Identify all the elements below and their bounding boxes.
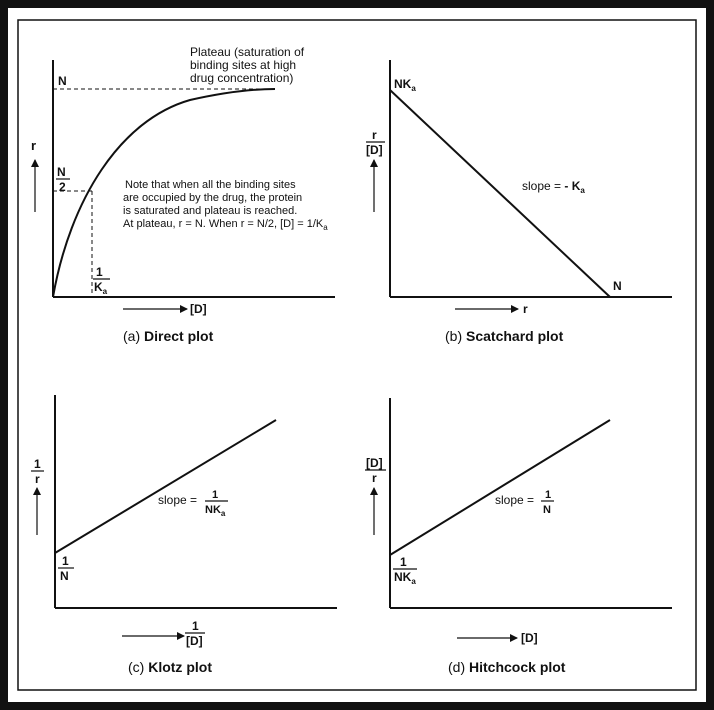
panel-d-intercept-num: 1 [400, 555, 407, 569]
panel-c-intercept-num: 1 [62, 554, 69, 568]
panel-a-note-4: At plateau, r = N. When r = N/2, $[D] = 1/K_a$ [123, 218, 328, 232]
panel-a-n-label: N [58, 74, 67, 88]
panel-b-scatchard-plot [366, 60, 672, 344]
panel-c-y-num: 1 [34, 457, 41, 471]
panel-d-line [390, 420, 610, 555]
panel-d-slope-num: 1 [545, 489, 552, 501]
panel-a-ka-num: 1 [96, 265, 103, 279]
panel-d-caption: (d) Hitchcock plot [448, 659, 566, 675]
panel-a-caption: (a) Direct plot [123, 328, 214, 344]
panel-a-note-2: are occupied by the drug, the protein [123, 192, 303, 204]
panel-b-x-intercept: N [613, 279, 622, 293]
panel-d-y-num: [D] [366, 456, 383, 470]
panel-c-x-den: [D] [186, 634, 203, 648]
panel-b-caption: (b) Scatchard plot [445, 328, 564, 344]
panel-a-plateau-note-2: binding sites at high [190, 58, 297, 72]
panel-a-plateau-note-1: Plateau (saturation of [190, 45, 305, 59]
panel-b-x-label: r [523, 302, 528, 316]
panel-c-intercept-den: N [60, 569, 69, 583]
panel-d-x-label: [D] [521, 631, 538, 645]
panel-c-slope-num: 1 [212, 489, 219, 501]
panel-c-line [55, 420, 276, 553]
panel-c-slope-den: $NK_a$ [205, 504, 226, 518]
panel-c-y-den: r [35, 472, 40, 486]
panel-c-slope-prefix: slope = [158, 493, 198, 507]
panel-b-y-intercept: $NK_a$ [394, 77, 416, 93]
panel-a-y-label: r [31, 138, 37, 153]
panel-c-klotz-plot [31, 395, 337, 675]
panel-b-y-den: [D] [366, 143, 383, 157]
panel-b-slope: slope = - $K_a$ [522, 179, 585, 195]
panel-a-ka-den: $K_a$ [94, 280, 108, 296]
outer-border [4, 4, 710, 706]
panel-b-y-num: r [372, 128, 377, 142]
panel-d-y-den: r [372, 471, 377, 485]
panel-a-direct-plot [31, 45, 335, 344]
panel-d-slope-den: N [543, 504, 551, 516]
panel-c-caption: (c) Klotz plot [128, 659, 212, 675]
panel-a-plateau-note-3: drug concentration) [190, 71, 294, 85]
panel-c-x-num: 1 [192, 619, 199, 633]
panel-a-x-label: [D] [190, 302, 207, 316]
panel-d-hitchcock-plot [365, 398, 672, 675]
panel-a-note-3: is saturated and plateau is reached. [123, 205, 298, 217]
panel-a-half-num: N [57, 165, 66, 179]
panel-a-note-1: Note that when all the binding sites [125, 179, 296, 191]
inner-border [18, 20, 696, 690]
panel-b-line [390, 90, 610, 297]
panel-a-half-den: 2 [59, 180, 66, 194]
panel-d-intercept-den: $NK_a$ [394, 570, 416, 586]
panel-d-slope-prefix: slope = [495, 493, 535, 507]
